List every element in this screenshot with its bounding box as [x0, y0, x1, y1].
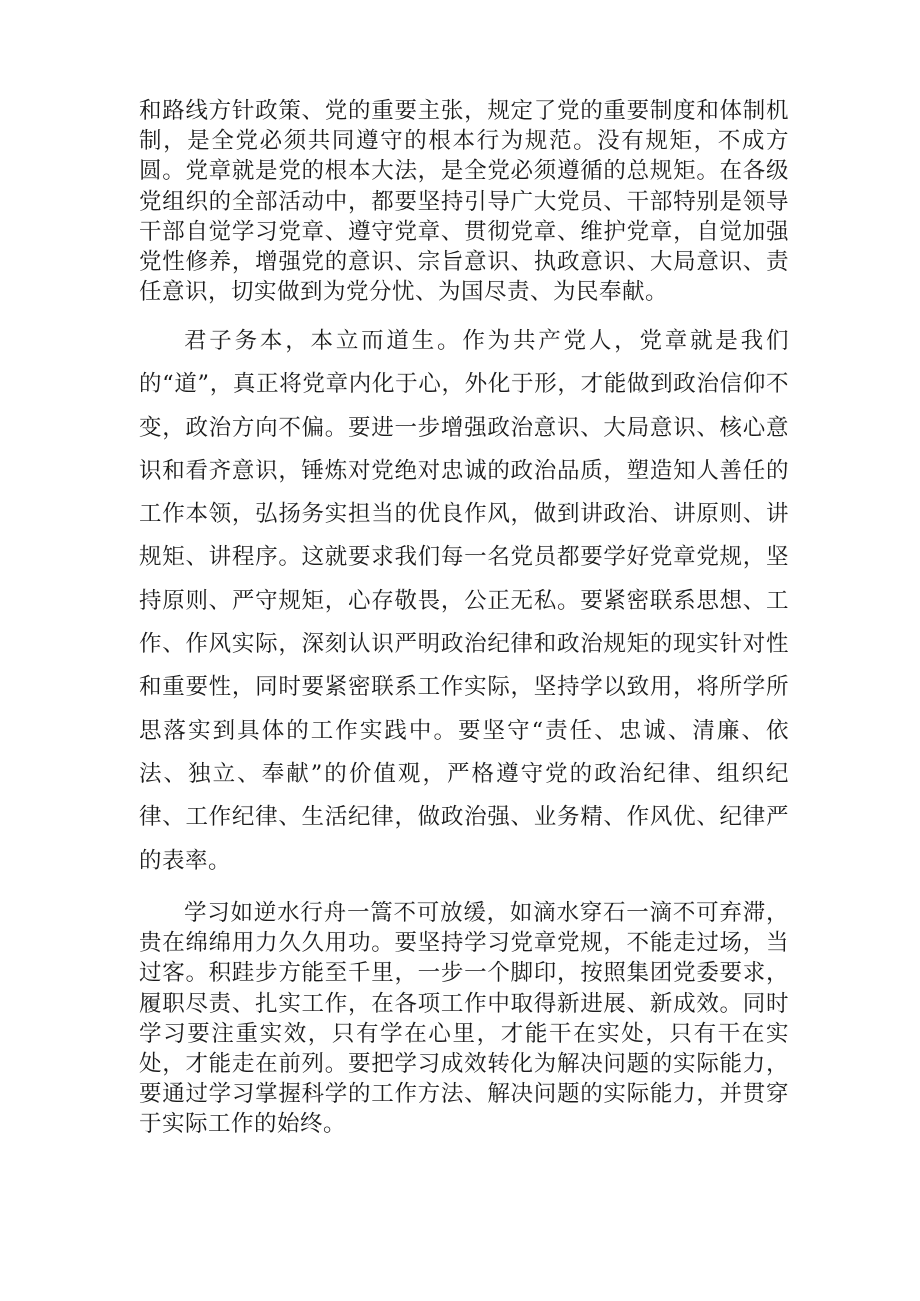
paragraph-3: 学习如逆水行舟一篙不可放缓，如滴水穿石一滴不可弃滞，贵在绵绵用力久久用功。要坚持学习党章党规，不能走过场，当过客。积跬步方能至千里，一步一个脚印，按照集团党委要求，履职尽责、扎实工作，在各项工作中取得新进展、新成效。同时学习要注重实效，只有学在心里，才能干在实处，只有干在实处，才能走在前列。要把学习成效转化为解决问题的实际能力，要通过学习掌握科学的工作方法、解决问题的实际能力，并贯穿于实际工作的始终。	[139, 900, 789, 1138]
paragraph-2: 君子务本，本立而道生。作为共产党人，党章就是我们的“道”，真正将党章内化于心，外化于形，才能做到政治信仰不变，政治方向不偏。要进一步增强政治意识、大局意识、核心意识和看齐意识，锤炼对党绝对忠诚的政治品质，塑造知人善任的工作本领，弘扬务实担当的优良作风，做到讲政治、讲原则、讲规矩、讲程序。这就要求我们每一名党员都要学好党章党规，坚持原则、严守规矩，心存敬畏，公正无私。要紧密联系思想、工作、作风实际，深刻认识严明政治纪律和政治规矩的现实针对性和重要性，同时要紧密联系工作实际，坚持学以致用，将所学所思落实到具体的工作实践中。要坚守“责任、忠诚、清廉、依法、独立、奉献”的价值观，严格遵守党的政治纪律、组织纪律、工作纪律、生活纪律，做政治强、业务精、作风优、纪律严的表率。	[139, 328, 789, 874]
paragraph-1: 和路线方针政策、党的重要主张，规定了党的重要制度和体制机制，是全党必须共同遵守的根本行为规范。没有规矩，不成方圆。党章就是党的根本大法，是全党必须遵循的总规矩。在各级党组织的全部活动中，都要坚持引导广大党员、干部特别是领导干部自觉学习党章、遵守党章、贯彻党章、维护党章，自觉加强党性修养，增强党的意识、宗旨意识、执政意识、大局意识、责任意识，切实做到为党分忧、为国尽责、为民奉献。	[139, 98, 789, 306]
